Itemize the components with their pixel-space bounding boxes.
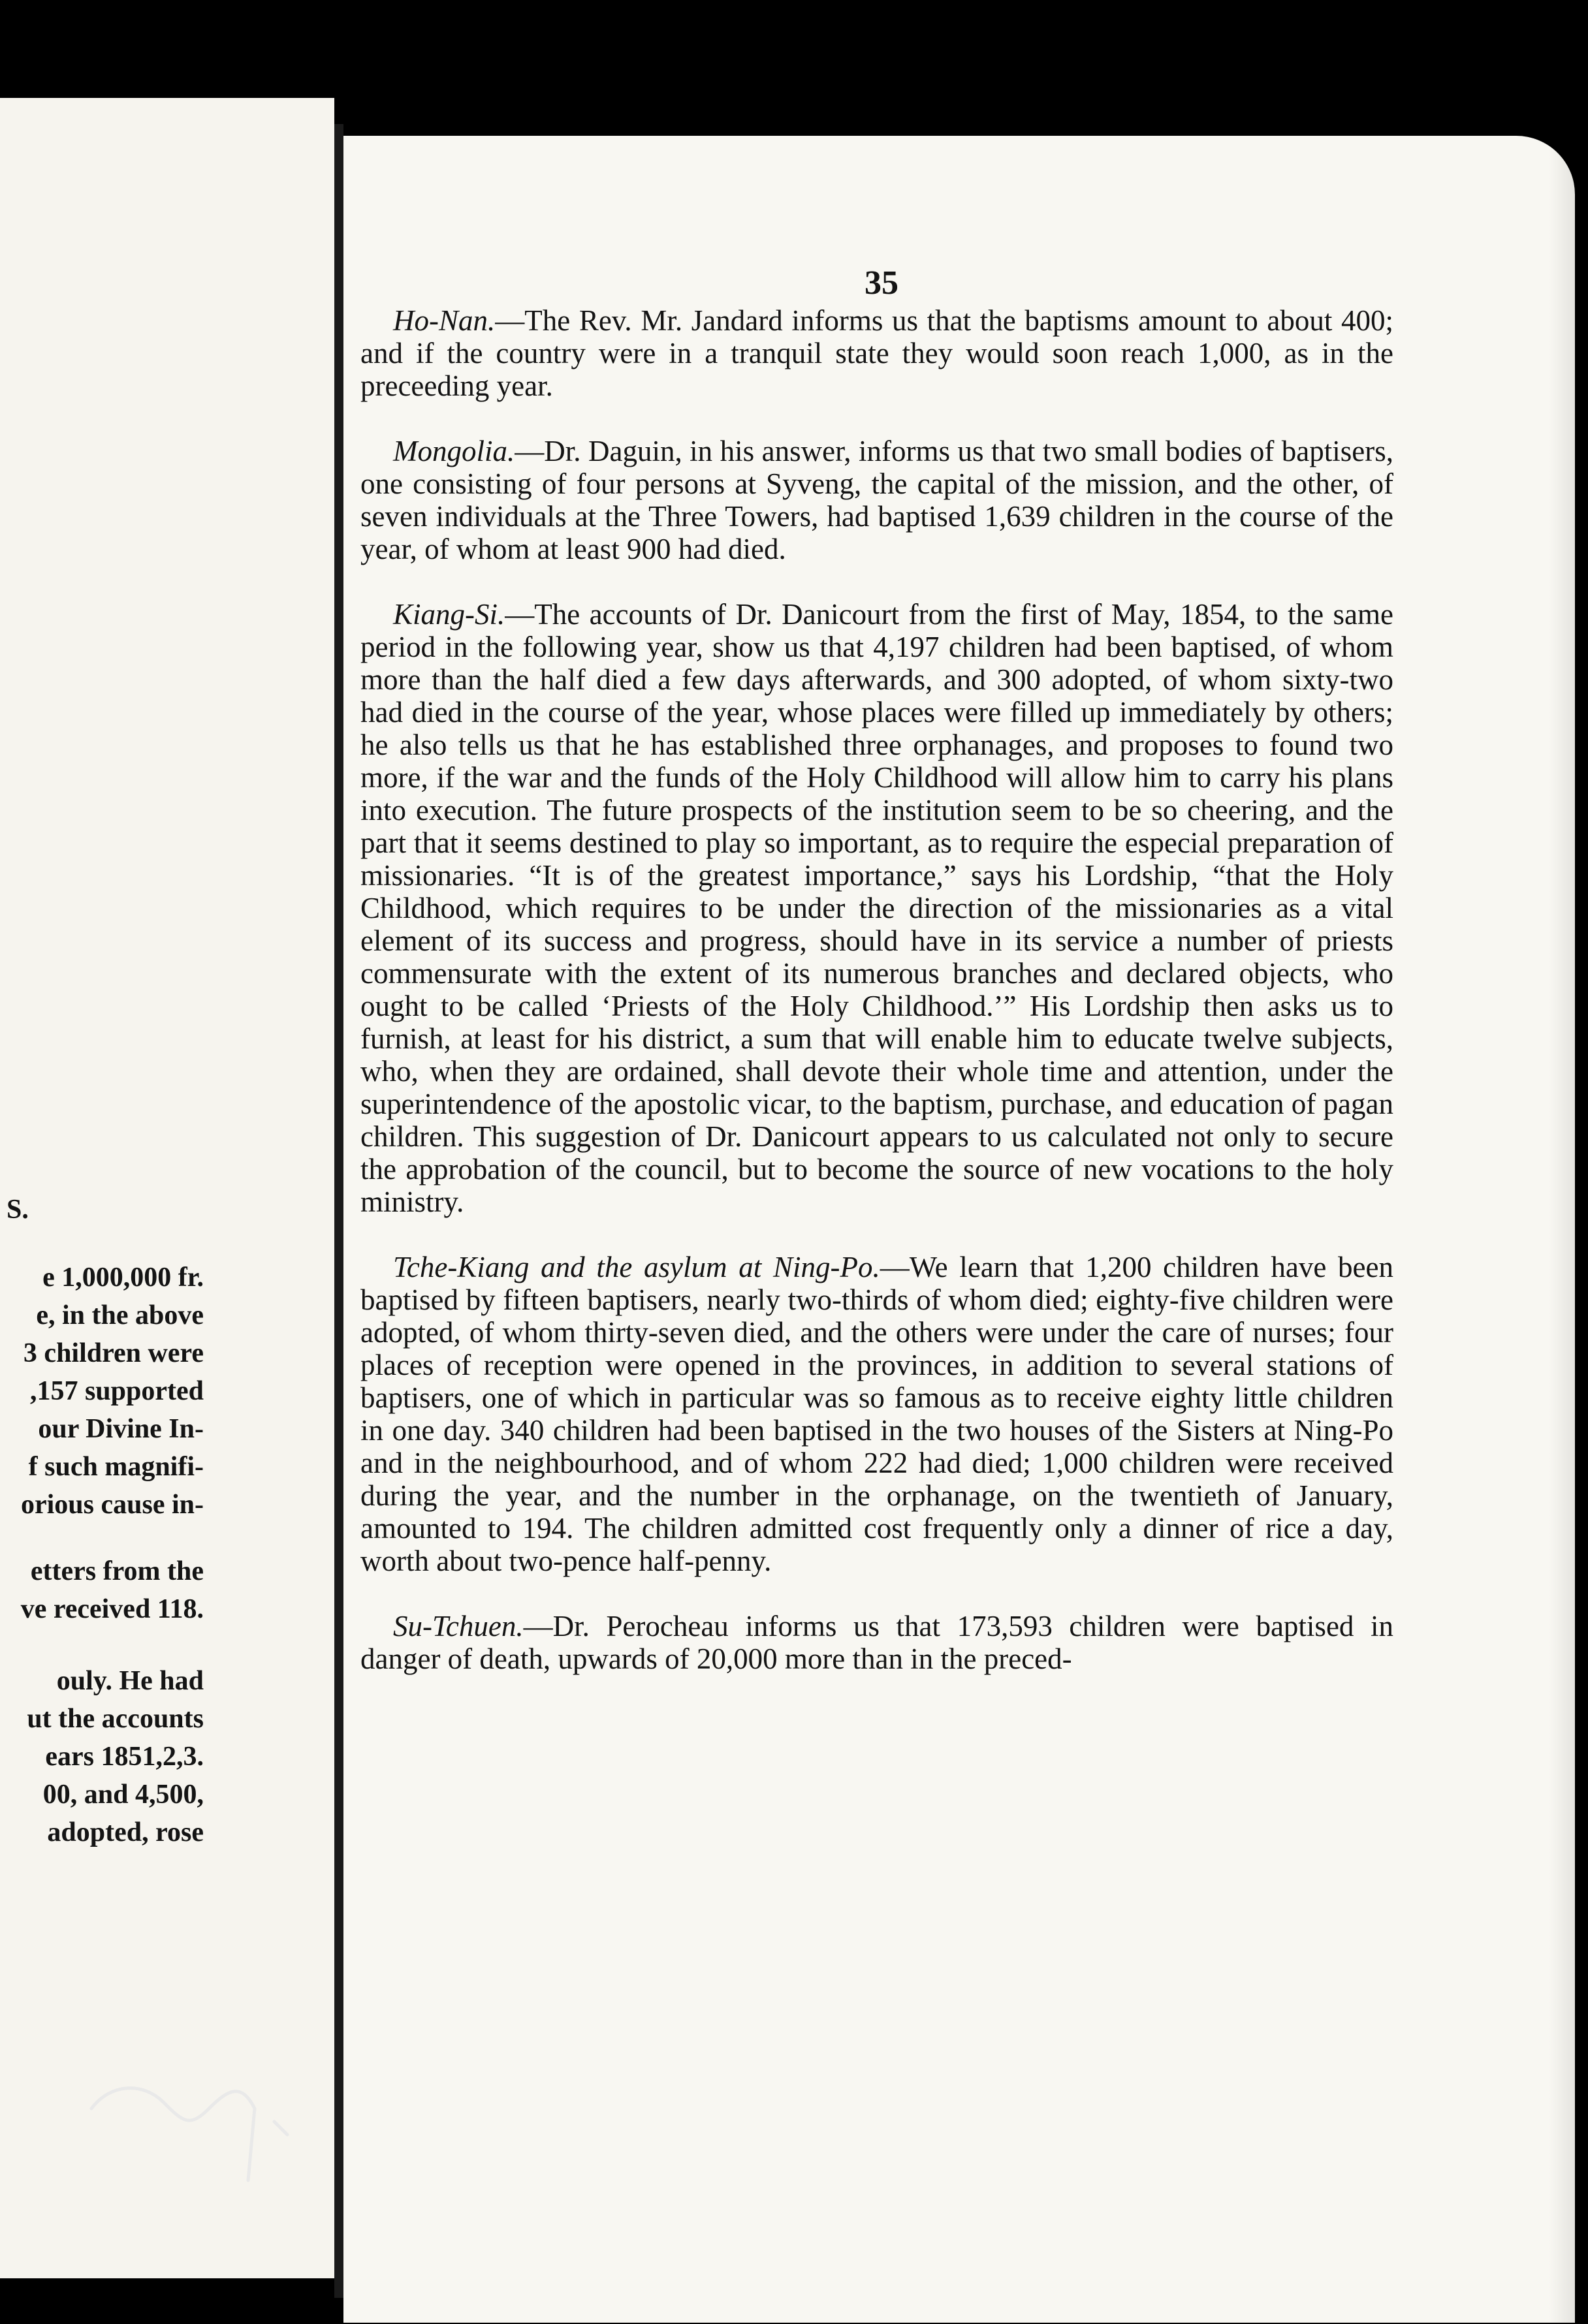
page-gutter — [334, 124, 343, 2298]
left-fragment: adopted, rose — [47, 1817, 204, 1847]
margin-scribble-mark — [85, 2069, 320, 2193]
paragraph-ho-nan — [360, 304, 1393, 402]
left-fragment: ouly. He had — [56, 1666, 204, 1696]
left-fragment: ,157 supported — [29, 1376, 204, 1406]
left-page — [0, 98, 334, 2278]
left-fragment: our Divine In- — [38, 1414, 204, 1444]
left-fragment: ve received 118. — [20, 1594, 204, 1624]
left-fragment: orious cause in- — [20, 1490, 204, 1520]
paragraph-body: —Dr. Daguin, in his answer, informs us that two small bodies of baptisers, one consisting of four persons at Syveng, the capital of the mission, and the other, of seven individuals at the Three Towers, had baptised 1,639 children in the course of the year, of whom at least 900 had died. — [360, 435, 1393, 565]
paragraph-body: —Dr. Perocheau informs us that 173,593 children were baptised in danger of death, upwards of 20,000 more than in the preced- — [360, 1610, 1393, 1675]
paragraph-body: —We learn that 1,200 children have been baptised by fifteen baptisers, nearly two-thirds of whom died; eighty-five children were adopted, of whom thirty-seven died, and the others were under the care of nurses; four places of reception were opened in the provinces, in addition to several stations of baptisers, one of which in particular was so famous as to receive eighty little children in one day. 340 children had been baptised in the two houses of the Sisters at Ning-Po and in the neighbourhood, and of whom 222 had died; 1,000 children were received during the year, and the number in the orphanage, on the twentieth of January, amounted to 194. The children admitted cost frequently only a dinner of rice a day, worth about two-pence half-penny. — [360, 1251, 1393, 1577]
paragraph-lead: Tche-Kiang and the asylum at Ning-Po. — [393, 1251, 880, 1283]
left-fragment: 3 children were — [23, 1338, 204, 1368]
left-fragment: 00, and 4,500, — [42, 1780, 204, 1810]
paragraph-lead: Mongolia. — [393, 435, 515, 467]
paragraph-mongolia — [360, 435, 1393, 565]
left-fragment: e 1,000,000 fr. — [42, 1263, 204, 1293]
left-fragment: f such magnifi- — [28, 1452, 204, 1482]
left-fragment: etters from the — [30, 1556, 204, 1586]
paragraph-body: —The accounts of Dr. Danicourt from the first of May, 1854, to the same period in the following year, show us that 4,197 children had been baptised, of whom more than the half died a few days afterwards, and 300 adopted, of whom sixty-two had died in the course of the year, whose places were filled up immediately by others; he also tells us that he has established three orphanages, and proposes to found two more, if the war and the funds of the Holy Childhood will allow him to carry his plans into execution. The future prospects of the institution seem to be so cheering, and the part that it seems destined to play so important, as to require the especial preparation of missionaries. “It is of the greatest importance,” says his Lordship, “that the Holy Childhood, which requires to be under the direction of the missionaries as a vital element of its success and progress, should have in its service a number of priests commensurate with the extent of its numerous branches and declared objects, who ought to be called ‘Priests of the Holy Childhood.’” His Lordship then asks us to furnish, at least for his district, a sum that will enable him to educate twelve subjects, who, when they are ordained, shall devote their whole time and attention, under the superintendence of the apostolic vicar, to the baptism, purchase, and education of pagan children. This suggestion of Dr. Danicourt appears to us calculated not only to secure the approbation of the council, but to become the source of new vocations to the holy ministry. — [360, 598, 1393, 1218]
paragraph-kiang-si — [360, 598, 1393, 1218]
page-number: 35 — [865, 264, 898, 302]
right-page — [343, 136, 1575, 2323]
left-fragment: ears 1851,2,3. — [45, 1742, 204, 1772]
left-fragment: e, in the above — [36, 1300, 204, 1330]
paragraph-su-tchuen — [360, 1610, 1393, 1675]
left-fragment: S. — [7, 1195, 29, 1225]
paragraph-lead: Kiang-Si. — [393, 598, 505, 631]
paragraph-body: —The Rev. Mr. Jandard informs us that the baptisms amount to about 400; and if the country were in a tranquil state they would soon reach 1,000, as in the preceeding year. — [360, 304, 1393, 402]
left-fragment: ut the accounts — [27, 1704, 204, 1734]
page-text — [360, 304, 1393, 1675]
paragraph-lead: Ho-Nan. — [393, 304, 496, 337]
paragraph-tche-kiang — [360, 1251, 1393, 1577]
paragraph-lead: Su-Tchuen. — [393, 1610, 524, 1642]
